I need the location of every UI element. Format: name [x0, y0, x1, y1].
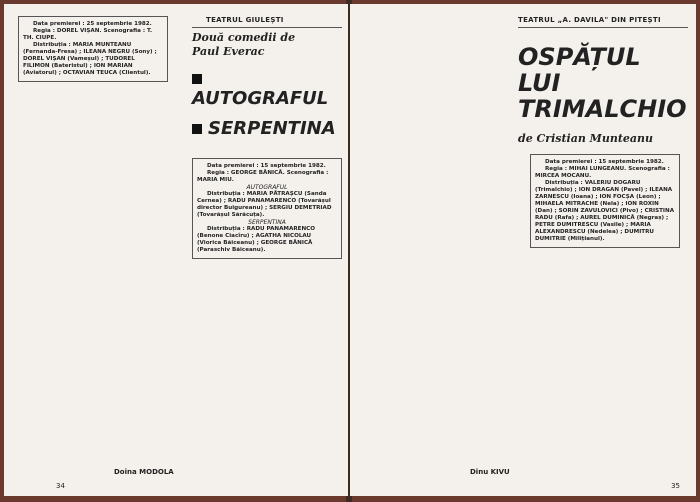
play2-heading: SERPENTINA — [248, 219, 286, 226]
play1-cast: Distribuția : MARIA PĂTRAȘCU (Sanda Cernea) ; RADU PANAMARENCO (Tovarășul director Buigureanu) ; SERGIU DEMETRIAD (Tovarășul Sărăcuța). — [197, 191, 332, 218]
header-rule-right — [518, 27, 688, 28]
play-header — [192, 16, 342, 139]
title-autograful-text: AUTOGRAFUL — [192, 88, 329, 109]
bullet-icon — [192, 124, 202, 134]
play-header-right — [518, 16, 688, 145]
staging-credits: Regia : GEORGE BĂNICĂ. Scenografia : MARIA MIU. — [197, 170, 329, 183]
theatre-name: TEATRUL GIULEȘTI — [206, 16, 284, 24]
cast-credits: Distribuția : MARIA MUNTEANU (Fernanda-Fresa) ; ILEANA NEGRU (Sony) ; DOREL VIȘAN (Vameșul) ; TUDOREL FILIMON (Bateristul) ; ION MARIAN (Aviatorul) ; OCTAVIAN TEUCA (Clientul). — [23, 42, 157, 76]
header-rule — [192, 27, 342, 28]
staging-credits: Regia : DOREL VIȘAN. Scenografia : T. TH. CIUPE. — [23, 28, 153, 41]
title-autograful — [192, 69, 342, 109]
credits-box-top — [18, 16, 168, 82]
premiere-date: Data premierei : 15 septembrie 1982. — [545, 159, 664, 165]
title-serpentina — [192, 119, 342, 139]
play2-cast: Distribuția : RADU PANAMARENCO (Benone Ciacîru) ; AGATHA NICOLAU (Viorica Băiceanu) ; GEORGE BĂNICĂ (Paraschiv Băiceanu). — [197, 226, 315, 253]
bullet-icon — [192, 74, 202, 84]
play1-heading: AUTOGRAFUL — [246, 184, 288, 191]
title-serpentina-text: SERPENTINA — [208, 118, 336, 139]
premiere-date: Data premierei : 15 septembrie 1982. — [207, 163, 326, 169]
credits-box-right — [530, 154, 680, 248]
cast-credits: Distribuția : VALERIU DOGARU (Trimalchio) ; ION DRAGAN (Pavel) ; ILEANA ZARNESCU (Ioana) ; ION FOCȘA (Leon) ; MIHAELA MITRACHE (Nela) ; ION ROXIN (Dan) ; SORIN ZAVULOVICI (Pivo) ; CRISTINA RADU (Rafa) ; AUREL DUMINICĂ (Negraș) ; PETRE DUMITRESCU (Vasile) ; MARIA ALEXANDRESCU (Nedelea) ; DUMITRU DUMITRIE (Milițianul). — [535, 180, 675, 242]
page-number-right: 35 — [671, 482, 680, 490]
play-author: de Cristian Munteanu — [518, 132, 654, 145]
signature-left: Doina MODOLA — [114, 468, 174, 476]
credits-box-plays — [192, 158, 342, 259]
title-intro: Două comedii de Paul Everac — [192, 31, 296, 58]
signature-right: Dinu KIVU — [470, 468, 510, 476]
premiere-date: Data premierei : 25 septembrie 1982. — [33, 21, 152, 27]
page-number-left: 34 — [56, 482, 65, 490]
left-page — [4, 4, 348, 496]
theatre-name-right: TEATRUL „A. DAVILA" DIN PITEȘTI — [518, 16, 661, 24]
play-title: OSPĂȚUL LUI TRIMALCHIO — [518, 43, 687, 123]
staging-credits: Regia : MIHAI LUNGEANU. Scenografia : MIRCEA MOCANU. — [535, 166, 670, 179]
right-page — [350, 4, 696, 496]
